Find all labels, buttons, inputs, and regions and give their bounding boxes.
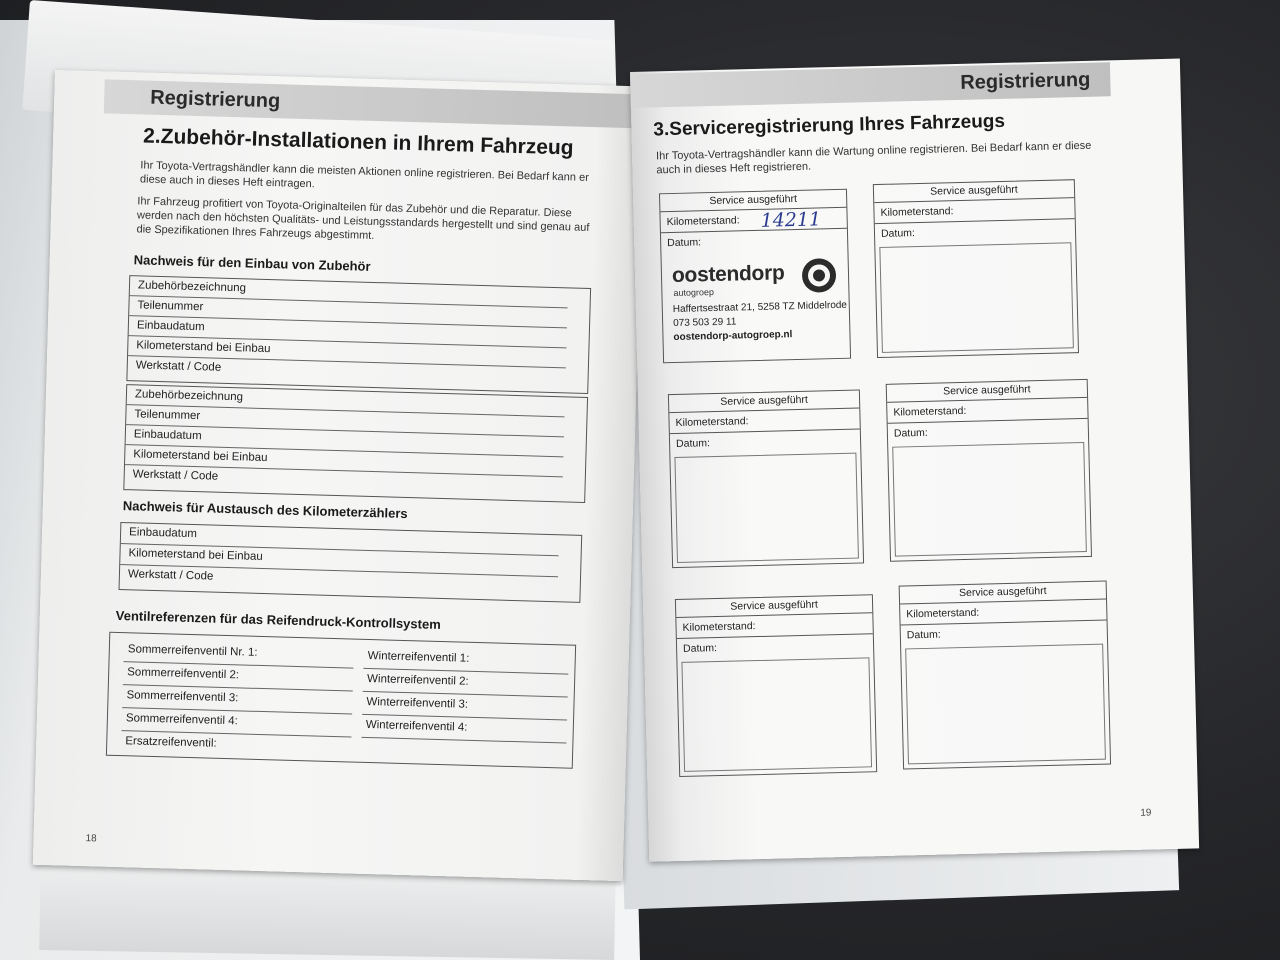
service-record-box <box>886 379 1092 562</box>
dealer-phone: 073 503 29 11 <box>673 316 737 330</box>
form-row: Einbaudatum <box>121 523 559 556</box>
service-box-heading: Service ausgeführt <box>900 582 1106 605</box>
service-record-box <box>899 581 1111 770</box>
dealer-subbrand: autogroep <box>673 287 715 299</box>
km-field: Kilometerstand: <box>669 408 859 434</box>
dealer-address: Haffertsestraat 21, 5258 TZ Middelrode <box>672 299 848 316</box>
section-title: 3.Serviceregistrierung Ihres Fahrzeugs <box>653 110 1006 141</box>
km-field: Kilometerstand: <box>874 198 1074 224</box>
summer-valve-field: Sommerreifenventil Nr. 1: <box>123 639 354 668</box>
form-row: Kilometerstand bei Einbau <box>120 544 558 577</box>
service-record-box <box>675 594 877 777</box>
intro-paragraph: Ihr Toyota-Vertragshändler kann die Wartung online registrieren. Bei Bedarf kann er diese auch in dieses Heft registrieren. <box>655 139 1092 177</box>
service-box-heading: Service ausgeführt <box>887 380 1087 403</box>
service-record-box <box>659 189 851 364</box>
summer-valve-field: Sommerreifenventil 3: <box>122 685 353 714</box>
dealer-website: oostendorp-autogroep.nl <box>673 329 793 344</box>
valve-references-form <box>106 632 576 769</box>
form-row: Teilenummer <box>126 405 564 437</box>
winter-valve-column <box>361 646 568 744</box>
winter-valve-field: Winterreifenventil 4: <box>361 715 567 744</box>
form-row: Einbaudatum <box>126 425 564 457</box>
form-row: Zubehörbezeichnung <box>127 385 565 417</box>
km-field: Kilometerstand: <box>660 208 846 234</box>
service-box-heading: Service ausgeführt <box>669 391 859 414</box>
target-logo-icon <box>800 256 839 295</box>
dealer-stamp <box>671 254 848 354</box>
intro-paragraph-2: Ihr Fahrzeug profitiert von Toyota-Originalteilen für das Zubehör und die Reparatur. Diese werden nach den höchsten Qualitäts- und Leistungsstandards hergestellt und sind genau auf die Spezifikationen Ihres Fahrzeugs abgestimmt. <box>136 195 590 242</box>
form-row: Werkstatt / Code <box>127 568 214 583</box>
form-row: Zubehörbezeichnung <box>130 276 568 308</box>
km-field: Kilometerstand: <box>676 613 872 639</box>
service-box-heading: Service ausgeführt <box>676 595 872 618</box>
summer-valve-column <box>121 639 354 759</box>
accessory-form-2 <box>123 384 588 503</box>
valves-heading: Ventilreferenzen für das Reifendruck-Kontrollsystem <box>115 607 441 632</box>
page-number: 18 <box>85 833 97 845</box>
dealer-brand: oostendorp <box>671 261 785 288</box>
handwritten-mileage: 14211 <box>760 208 822 232</box>
accessory-heading: Nachweis für den Einbau von Zubehör <box>133 252 371 274</box>
summer-valve-field: Sommerreifenventil 2: <box>123 662 354 691</box>
date-field: Datum: <box>906 628 941 642</box>
service-box-heading: Service ausgeführt <box>874 180 1074 203</box>
accessory-form-1 <box>126 275 591 394</box>
odometer-form <box>119 522 583 603</box>
page-header: Registrierung <box>104 79 641 128</box>
date-field: Datum: <box>893 426 928 440</box>
winter-valve-field: Winterreifenventil 3: <box>362 692 568 721</box>
form-row: Einbaudatum <box>129 316 567 348</box>
section-title: 2.Zubehör-Installationen in Ihrem Fahrzeug <box>142 124 574 160</box>
intro-paragraph-1: Ihr Toyota-Vertragshändler kann die meisten Aktionen online registrieren. Bei Bedarf kann er diese auch in dieses Heft eintragen. <box>139 159 589 191</box>
km-field: Kilometerstand: <box>887 398 1087 424</box>
booklet-page-left <box>33 70 645 881</box>
winter-valve-field: Winterreifenventil 1: <box>363 646 569 675</box>
form-row: Werkstatt / Code <box>135 359 222 374</box>
form-row: Kilometerstand bei Einbau <box>125 445 563 477</box>
spare-valve-field: Ersatzreifenventil: <box>125 735 217 750</box>
date-field: Datum: <box>682 642 718 655</box>
odometer-heading: Nachweis für Austausch des Kilometerzählers <box>122 498 408 522</box>
summer-valve-field: Sommerreifenventil 4: <box>122 708 353 737</box>
page-number: 19 <box>1140 807 1152 819</box>
booklet-page-right <box>630 59 1199 862</box>
date-field: Datum: <box>667 236 702 250</box>
page-header: Registrierung <box>630 62 1111 108</box>
service-record-box <box>873 179 1079 358</box>
service-box-heading: Service ausgeführt <box>660 190 846 213</box>
service-record-box <box>668 389 864 568</box>
date-field: Datum: <box>675 437 711 450</box>
form-row: Teilenummer <box>129 296 567 328</box>
form-row: Kilometerstand bei Einbau <box>128 336 566 368</box>
date-field: Datum: <box>880 227 916 240</box>
winter-valve-field: Winterreifenventil 2: <box>363 669 569 698</box>
km-field: Kilometerstand: <box>900 600 1106 626</box>
form-row: Werkstatt / Code <box>132 468 219 483</box>
